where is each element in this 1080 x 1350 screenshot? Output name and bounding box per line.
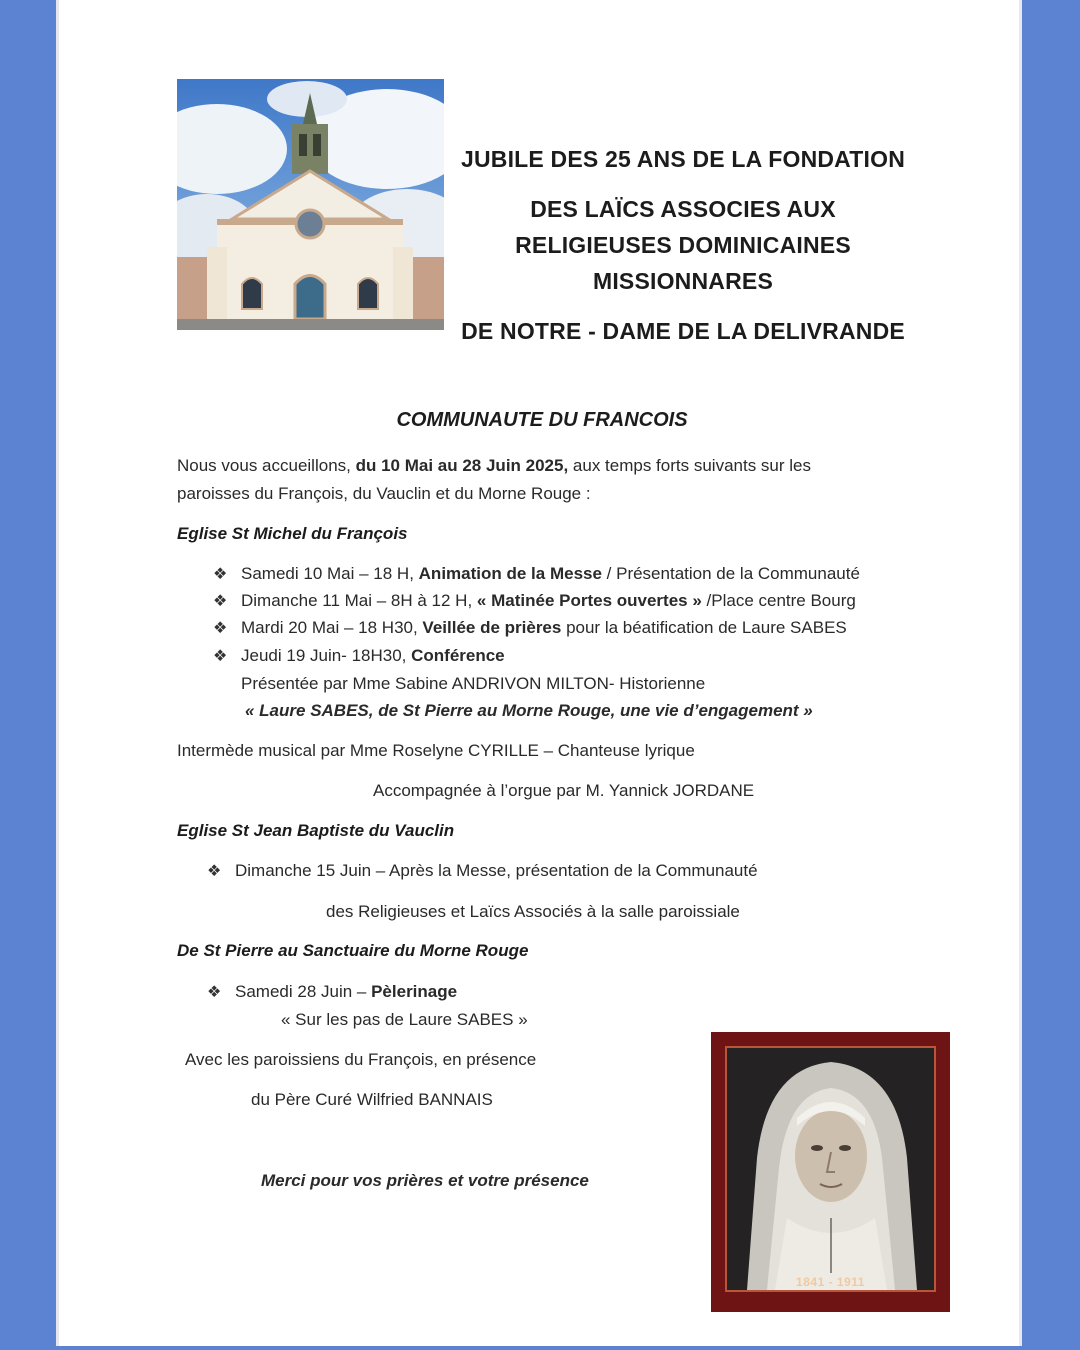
event-text: / Présentation de la Communauté — [601, 564, 860, 583]
musical-interlude: Intermède musical par Mme Roselyne CYRILLE – Chanteuse lyrique — [177, 741, 695, 760]
title-line-3: RELIGIEUSES DOMINICAINES — [515, 232, 851, 258]
event-text: Samedi 10 Mai – 18 H, — [241, 564, 419, 583]
pilgrimage-subtitle: « Sur les pas de Laure SABES » — [281, 1010, 528, 1029]
portrait-frame — [711, 1032, 950, 1312]
event-highlight: Conférence — [411, 646, 505, 665]
bullet-icon: ❖ — [213, 593, 228, 610]
event-text: Jeudi 19 Juin- 18H30, — [241, 646, 412, 665]
event-text: Dimanche 11 Mai – 8H à 12 H, — [241, 591, 477, 610]
intro-text-3: paroisses du François, du Vauclin et du Morne Rouge : — [177, 484, 591, 503]
bullet-icon: ❖ — [207, 863, 222, 880]
priest-line: du Père Curé Wilfried BANNAIS — [251, 1090, 493, 1109]
heading-morne-rouge: De St Pierre au Sanctuaire du Morne Rouge — [177, 941, 529, 960]
title-line-2: DES LAÏCS ASSOCIES AUX — [530, 196, 836, 222]
event-item — [213, 618, 847, 638]
flyer-page — [56, 0, 1022, 1346]
closing-message: Merci pour vos prières et votre présence — [261, 1171, 589, 1190]
community-title: COMMUNAUTE DU FRANCOIS — [396, 409, 688, 431]
title-line-4: MISSIONNARES — [592, 268, 774, 294]
bullet-icon: ❖ — [213, 648, 228, 665]
event-text: Samedi 28 Juin – — [235, 982, 372, 1001]
event-text: Dimanche 15 Juin – Après la Messe, présentation de la Communauté — [235, 861, 758, 880]
title-line-5: DE NOTRE - DAME DE LA DELIVRANDE — [461, 318, 905, 344]
event-item-continuation: des Religieuses et Laïcs Associés à la salle paroissiale — [326, 902, 740, 921]
event-item — [207, 982, 457, 1002]
event-item — [213, 591, 856, 611]
conference-title: « Laure SABES, de St Pierre au Morne Rouge, une vie d’engagement » — [245, 701, 813, 720]
conference-presenter: Présentée par Mme Sabine ANDRIVON MILTON- Historienne — [241, 674, 706, 693]
event-text: /Place centre Bourg — [701, 591, 856, 610]
portrait-photo — [725, 1046, 936, 1292]
bullet-icon: ❖ — [213, 566, 228, 583]
heading-st-michel: Eglise St Michel du François — [177, 524, 408, 543]
intro-text-2: aux temps forts suivants sur les — [568, 456, 812, 475]
event-item — [213, 564, 860, 584]
event-highlight: Veillée de prières — [422, 618, 562, 637]
event-highlight: Pèlerinage — [371, 982, 458, 1001]
event-text: Mardi 20 Mai – 18 H30, — [241, 618, 423, 637]
intro-dates: du 10 Mai au 28 Juin 2025, — [355, 456, 569, 475]
parishioners-line: Avec les paroissiens du François, en présence — [185, 1050, 537, 1069]
event-item — [213, 646, 505, 666]
bullet-icon: ❖ — [207, 984, 222, 1001]
portrait-years: 1841 - 1911 — [796, 1275, 865, 1289]
organ-accompaniment: Accompagnée à l’orgue par M. Yannick JORDANE — [373, 781, 755, 800]
intro-paragraph — [177, 452, 917, 508]
intro-text-1: Nous vous accueillons, — [177, 456, 356, 475]
bullet-icon: ❖ — [213, 620, 228, 637]
heading-vauclin: Eglise St Jean Baptiste du Vauclin — [177, 821, 455, 840]
event-item — [207, 861, 758, 881]
event-highlight: Animation de la Messe — [418, 564, 602, 583]
title-line-1: JUBILE DES 25 ANS DE LA FONDATION — [460, 146, 906, 172]
event-highlight: « Matinée Portes ouvertes » — [476, 591, 702, 610]
church-photo — [177, 79, 444, 330]
event-text: pour la béatification de Laure SABES — [561, 618, 847, 637]
